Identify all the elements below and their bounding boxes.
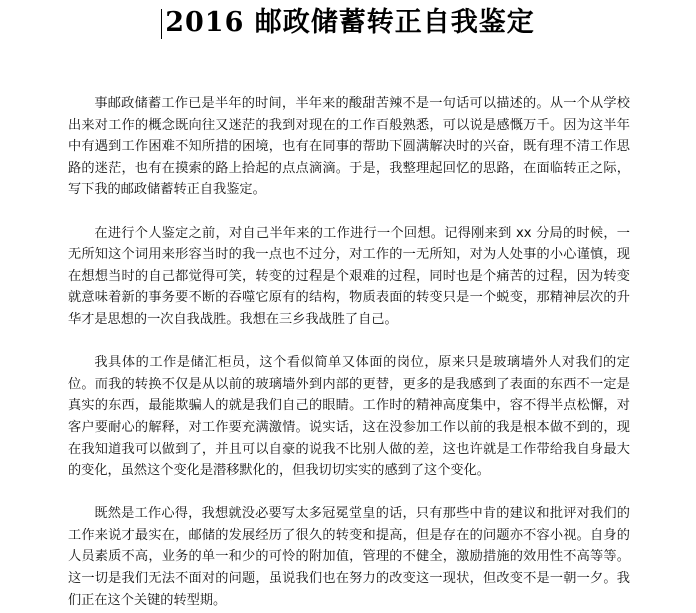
document-title[interactable] [161,4,535,42]
text-cursor [161,9,162,39]
document-body[interactable] [68,93,630,611]
title-container [0,4,696,42]
document-title-text: 2016 邮政储蓄转正自我鉴定 [165,7,535,38]
paragraph-2: 在进行个人鉴定之前，对自己半年来的工作进行一个回想。记得刚来到 xx 分局的时候，一无所知这个词用来形容当时的我一点也不过分，对工作的一无所知，对为人处事的小心谨慎，现在想想当时的自己都觉得可笑，转变的过程是个艰难的过程，同时也是个痛苦的过程，因为转变就意味着新的事务要不断的吞噬它原有的结构，物质表面的转变只是一个蜕变，那精神层次的升华才是思想的一次自我战胜。我想在三乡我战胜了自己。 [68,225,630,327]
paragraph-4: 既然是工作心得，我想就没必要写太多冠冕堂皇的话，只有那些中肯的建议和批评对我们的工作来说才最实在，邮储的发展经历了很久的转变和提高，但是存在的问题亦不容小视。自身的人员素质不高，业务的单一和少的可怜的附加值，管理的不健全，激励措施的效用性不高等等。这一切是我们无法不面对的问题，虽说我们也在努力的改变这一现状，但改变不是一朝一夕。我们正在这个关键的转型期。 [68,506,630,608]
paragraph-3: 我具体的工作是储汇柜员，这个看似简单又体面的岗位，原来只是玻璃墙外人对我们的定位。而我的转换不仅是从以前的玻璃墙外到内部的更替，更多的是我感到了表面的东西不一定是真实的东西，最能欺骗人的就是我们自己的眼睛。工作时的精神高度集中，容不得半点松懈，对客户要耐心的解释，对工作要充满激情。说实话，这在没参加工作以前的我是根本做不到的，现在我知道我可以做到了，并且可以自豪的说我不比别人做的差，这也许就是工作带给我自身最大的变化，虽然这个变化是潜移默化的，但我切切实实的感到了这个变化。 [68,355,630,479]
paragraph-1: 事邮政储蓄工作已是半年的时间，半年来的酸甜苦辣不是一句话可以描述的。从一个从学校出来对工作的概念既向往又迷茫的我到对现在的工作百般熟悉，可以说是感慨万千。因为这半年中有遇到工作困难不知所措的困境，也有在同事的帮助下圆满解决时的兴奋，既有理不清工作思路的迷茫，也有在摸索的路上拾起的点点滴滴。于是，我整理起回忆的思路，在面临转正之际，写下我的邮政储蓄转正自我鉴定。 [68,96,630,198]
